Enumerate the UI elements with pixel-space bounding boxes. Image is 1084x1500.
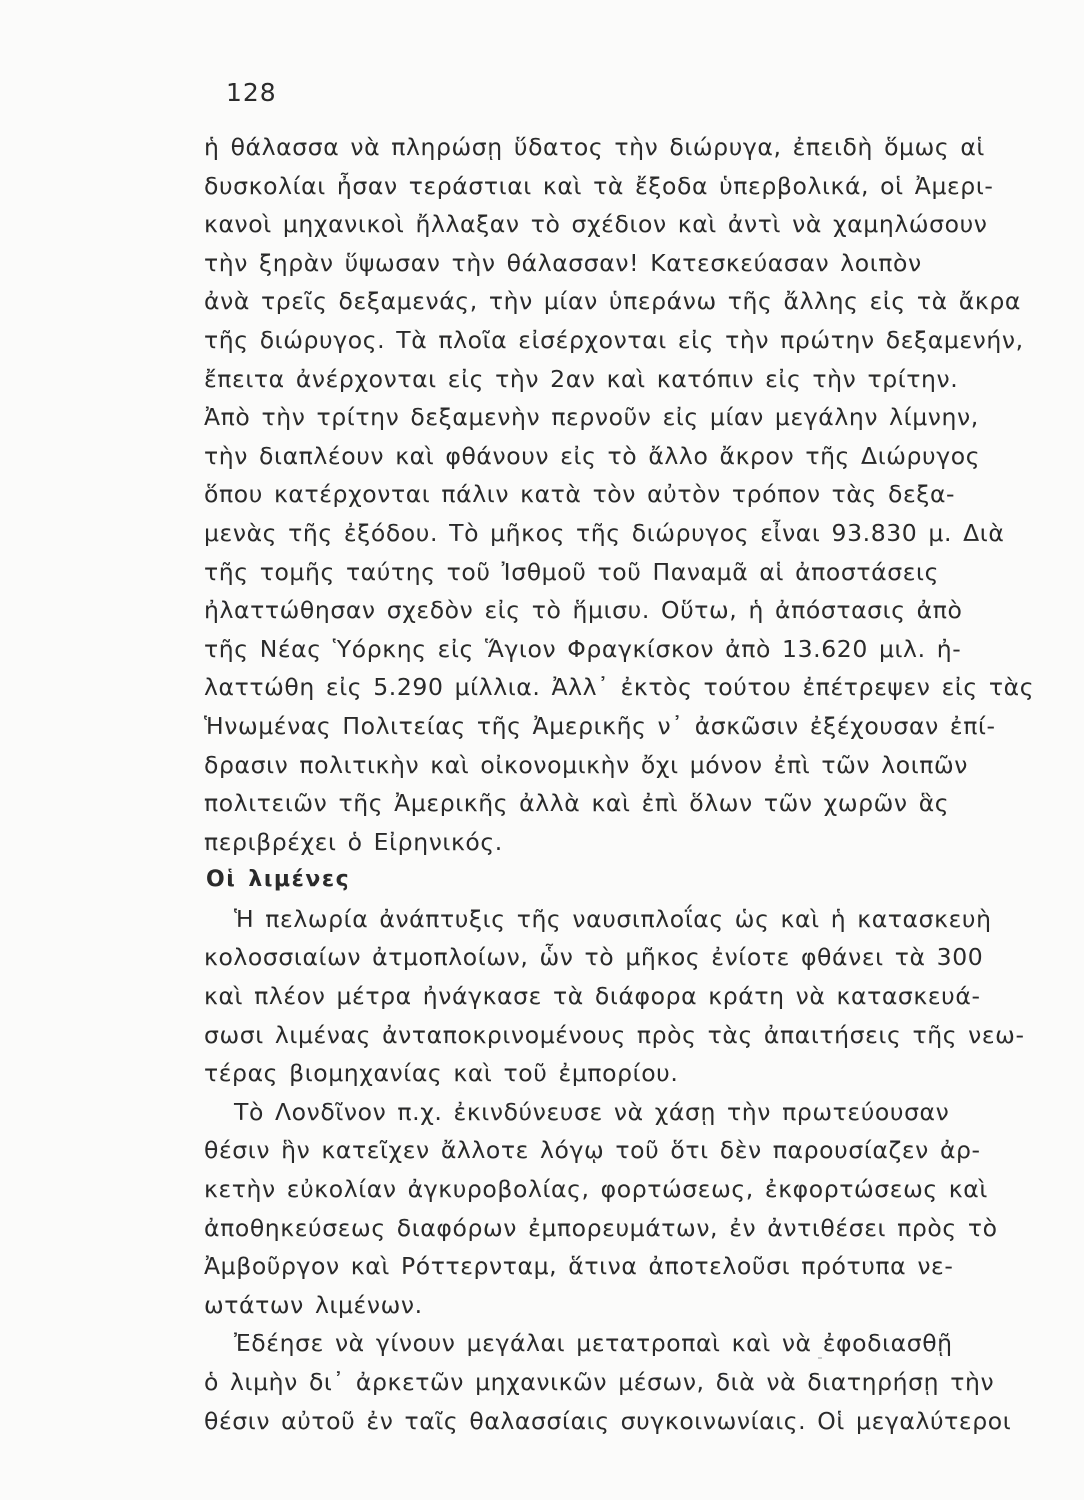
paragraph-london: [204, 1093, 1044, 1325]
paragraph-shipping-growth: [204, 900, 1044, 1093]
text-line: Ἡνωμένας Πολιτείας τῆς Ἀμερικῆς ν᾽ ἀσκῶσιν ἐξέχουσαν ἐπί-: [204, 711, 996, 740]
section-heading: Οἱ λιμένες: [206, 867, 351, 893]
text-line: ἀποθηκεύσεως διαφόρων ἐμπορευμάτων, ἐν ἀντιθέσει πρὸς τὸ: [204, 1213, 998, 1242]
page-body: [204, 128, 1044, 1440]
text-line: κολοσσιαίων ἀτμοπλοίων, ὧν τὸ μῆκος ἐνίοτε φθάνει τὰ 300: [204, 943, 984, 972]
text-line: τῆς Νέας Ὑόρκης εἰς Ἅγιον Φραγκίσκον ἀπὸ 13.620 μιλ. ἠ-: [204, 634, 962, 663]
text-line: καὶ πλέον μέτρα ἠνάγκασε τὰ διάφορα κράτη νὰ κατασκευά-: [204, 982, 981, 1011]
text-line: ἔπειτα ἀνέρχονται εἰς τὴν 2αν καὶ κατόπιν εἰς τὴν τρίτην.: [204, 364, 959, 393]
paragraph-port-modernization: [204, 1324, 1044, 1440]
text-line: δυσκολίαι ἦσαν τεράστιαι καὶ τὰ ἔξοδα ὑπερβολικά, οἱ Ἀμερι-: [204, 171, 994, 200]
text-line: ωτάτων λιμένων.: [204, 1290, 423, 1319]
text-line: τῆς διώρυγος. Τὰ πλοῖα εἰσέρχονται εἰς τὴν πρώτην δεξαμενήν,: [204, 325, 1024, 354]
text-line: ἀνὰ τρεῖς δεξαμενάς, τὴν μίαν ὑπεράνω τῆς ἄλλης εἰς τὰ ἄκρα: [204, 287, 1021, 316]
text-line: Ἡ πελωρία ἀνάπτυξις τῆς ναυσιπλοΐας ὡς καὶ ἡ κατασκευὴ: [234, 904, 992, 933]
text-line: ἠλαττώθησαν σχεδὸν εἰς τὸ ἥμισυ. Οὕτω, ἡ ἀπόστασις ἀπὸ: [204, 596, 963, 625]
text-line: σωσι λιμένας ἀνταποκρινομένους πρὸς τὰς ἀπαιτήσεις τῆς νεω-: [204, 1020, 1025, 1049]
text-line: τῆς τομῆς ταύτης τοῦ Ἰσθμοῦ τοῦ Παναμᾶ αἱ ἀποστάσεις: [204, 557, 939, 586]
scan-speck: [818, 1357, 822, 1359]
text-line: θέσιν αὐτοῦ ἐν ταῖς θαλασσίαις συγκοινωνίαις. Οἱ μεγαλύτεροι: [204, 1406, 1012, 1435]
text-line: Ἀπὸ τὴν τρίτην δεξαμενὴν περνοῦν εἰς μίαν μεγάλην λίμνην,: [204, 403, 979, 432]
text-line: θέσιν ἣν κατεῖχεν ἄλλοτε λόγῳ τοῦ ὅτι δὲν παρουσίαζεν ἀρ-: [204, 1136, 981, 1165]
text-line: ἡ θάλασσα νὰ πληρώσῃ ὕδατος τὴν διώρυγα, ἐπειδὴ ὅμως αἱ: [204, 133, 985, 161]
text-line: Ἐδέησε νὰ γίνουν μεγάλαι μετατροπαὶ καὶ νὰ ἐφοδιασθῇ: [234, 1329, 953, 1358]
page-number: 128: [226, 78, 277, 107]
text-line: μενὰς τῆς ἐξόδου. Τὸ μῆκος τῆς διώρυγος εἶναι 93.830 μ. Διὰ: [204, 518, 1005, 547]
text-line: λαττώθη εἰς 5.290 μίλλια. Ἀλλ᾽ ἐκτὸς τούτου ἐπέτρεψεν εἰς τὰς: [204, 673, 1035, 702]
text-line: κετὴν εὐκολίαν ἀγκυροβολίας, φορτώσεως, ἐκφορτώσεως καὶ: [204, 1175, 988, 1204]
text-line: τὴν διαπλέουν καὶ φθάνουν εἰς τὸ ἄλλο ἄκρον τῆς Διώρυγος: [204, 441, 981, 470]
text-line: ὅπου κατέρχονται πάλιν κατὰ τὸν αὐτὸν τρόπον τὰς δεξα-: [204, 480, 956, 509]
paragraph-panama-canal: [204, 128, 1044, 861]
text-line: τέρας βιομηχανίας καὶ τοῦ ἐμπορίου.: [204, 1059, 679, 1088]
text-line: ὁ λιμὴν δι᾽ ἀρκετῶν μηχανικῶν μέσων, διὰ νὰ διατηρήσῃ τὴν: [204, 1368, 995, 1396]
text-line: δρασιν πολιτικὴν καὶ οἰκονομικὴν ὄχι μόνον ἐπὶ τῶν λοιπῶν: [204, 750, 969, 779]
text-line: Τὸ Λονδῖνον π.χ. ἐκινδύνευσε νὰ χάσῃ τὴν πρωτεύουσαν: [234, 1097, 950, 1126]
text-line: Ἀμβοῦργον καὶ Ρόττερνταμ, ἅτινα ἀποτελοῦσι πρότυπα νε-: [204, 1252, 954, 1281]
text-line: πολιτειῶν τῆς Ἀμερικῆς ἀλλὰ καὶ ἐπὶ ὅλων τῶν χωρῶν ἃς: [204, 789, 950, 818]
text-line: κανοὶ μηχανικοὶ ἤλλαξαν τὸ σχέδιον καὶ ἀντὶ νὰ χαμηλώσουν: [204, 210, 988, 239]
text-line: τὴν ξηρὰν ὕψωσαν τὴν θάλασσαν! Κατεσκεύασαν λοιπὸν: [204, 248, 922, 277]
text-line: περιβρέχει ὁ Εἰρηνικός.: [204, 827, 503, 856]
